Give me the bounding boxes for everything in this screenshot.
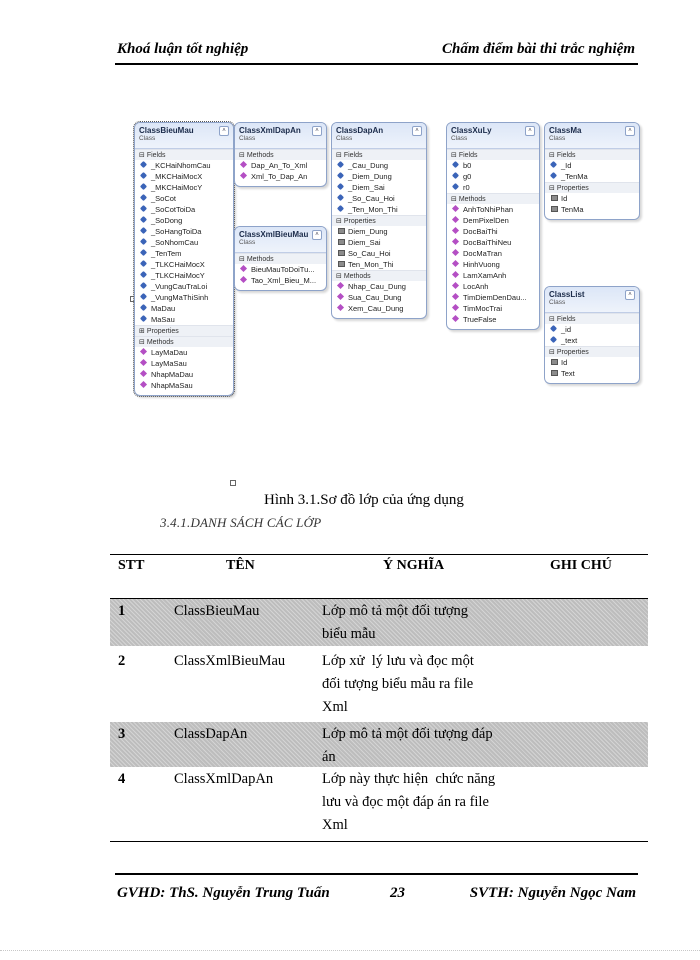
method-icon <box>337 282 344 289</box>
member-name: MaDau <box>151 304 176 313</box>
meaning-line: Xml <box>322 817 348 833</box>
collapse-chevron-icon[interactable]: ˄ <box>312 230 322 240</box>
section-properties[interactable] <box>135 325 233 336</box>
meaning-line: Lớp mô tả một đối tượng <box>322 603 469 619</box>
member-name: _Ten_Mon_Thi <box>348 205 398 214</box>
row-meaning <box>322 600 527 646</box>
class-box-header <box>447 123 539 149</box>
member-name: HinhVuong <box>463 260 500 269</box>
class-member[interactable] <box>135 193 233 204</box>
class-member[interactable] <box>447 160 539 171</box>
class-member[interactable] <box>447 171 539 182</box>
class-box-header <box>235 227 326 253</box>
class-member[interactable] <box>447 281 539 292</box>
col-header-y-nghia: Ý NGHĨA <box>383 558 445 573</box>
field-icon <box>140 216 147 223</box>
class-box-classdapan[interactable] <box>331 122 427 319</box>
class-member[interactable] <box>447 226 539 237</box>
class-member[interactable] <box>447 270 539 281</box>
class-member[interactable] <box>135 314 233 325</box>
class-member[interactable] <box>545 368 639 379</box>
class-box-classxmldapan[interactable] <box>234 122 327 187</box>
member-name: NhapMaDau <box>151 370 194 379</box>
class-member[interactable] <box>332 292 426 303</box>
section-fields[interactable] <box>135 149 233 160</box>
member-name: _SoHangToiDa <box>151 227 202 236</box>
member-name: _TLKCHaiMocX <box>151 260 205 269</box>
section-title: Fields <box>146 152 166 159</box>
field-icon <box>140 205 147 212</box>
class-stereotype: Class <box>549 135 566 142</box>
field-icon <box>140 271 147 278</box>
row-name: ClassDapAn <box>174 726 248 742</box>
member-name: _VungCauTraLoi <box>151 282 208 291</box>
field-icon <box>140 260 147 267</box>
class-member[interactable] <box>135 358 233 369</box>
field-icon <box>140 194 147 201</box>
class-member[interactable] <box>447 292 539 303</box>
field-icon <box>337 205 344 212</box>
row-stt: 4 <box>118 771 126 787</box>
class-member[interactable] <box>135 171 233 182</box>
member-name: _TenMa <box>561 172 588 181</box>
class-stereotype: Class <box>451 135 468 142</box>
member-name: DocBaiThi <box>463 227 498 236</box>
field-icon <box>550 336 557 343</box>
member-name: Xem_Cau_Dung <box>348 304 404 313</box>
selection-handle-bottom <box>230 480 236 486</box>
section-title: Fields <box>556 316 576 323</box>
member-name: Nhap_Cau_Dung <box>348 282 406 291</box>
prop-icon <box>551 206 558 212</box>
class-box-padding <box>235 286 326 290</box>
class-member[interactable] <box>545 335 639 346</box>
class-member[interactable] <box>135 226 233 237</box>
class-name: ClassDapAn <box>336 126 384 135</box>
field-icon <box>140 161 147 168</box>
member-name: Dap_An_To_Xml <box>251 161 308 170</box>
prop-icon <box>551 195 558 201</box>
row-meaning <box>322 768 527 837</box>
member-name: TimDiemDenDau... <box>463 293 527 302</box>
member-name: DocBaiThiNeu <box>463 238 512 247</box>
section-methods[interactable] <box>447 193 539 204</box>
section-fields[interactable] <box>545 149 639 160</box>
collapse-icon[interactable]: ⊟ <box>549 152 557 159</box>
method-icon <box>452 315 459 322</box>
section-methods[interactable] <box>235 253 326 264</box>
member-name: TimMocTrai <box>463 304 503 313</box>
member-name: TrueFalse <box>463 315 497 324</box>
field-icon <box>337 194 344 201</box>
section-title: Methods <box>458 196 486 203</box>
member-name: So_Cau_Hoi <box>348 249 391 258</box>
class-name: ClassXmlDapAn <box>239 126 301 135</box>
field-icon <box>140 249 147 256</box>
section-properties[interactable] <box>545 182 639 193</box>
class-stereotype: Class <box>239 239 256 246</box>
member-name: Xml_To_Dap_An <box>251 172 308 181</box>
class-member[interactable] <box>235 264 326 275</box>
row-meaning <box>322 650 527 719</box>
member-name: _TLKCHaiMocY <box>151 271 205 280</box>
section-title: Methods <box>343 273 371 280</box>
member-name: _So_Cau_Hoi <box>348 194 395 203</box>
field-icon <box>140 282 147 289</box>
section-methods[interactable] <box>332 270 426 281</box>
class-stereotype: Class <box>336 135 353 142</box>
method-icon <box>452 293 459 300</box>
member-name: _Diem_Sai <box>348 183 385 192</box>
section-title: Properties <box>556 349 589 356</box>
collapse-chevron-icon[interactable]: ˄ <box>219 126 229 136</box>
collapse-icon[interactable]: ⊟ <box>336 218 344 225</box>
meaning-line: Lớp này thực hiện chức năng <box>322 771 496 787</box>
class-member[interactable] <box>447 215 539 226</box>
page-bottom-dotted-line <box>0 950 700 951</box>
meaning-line: Lớp xử lý lưu và đọc một <box>322 653 474 669</box>
member-name: Sua_Cau_Dung <box>348 293 402 302</box>
class-name: ClassBieuMau <box>139 126 194 135</box>
field-icon <box>452 172 459 179</box>
member-name: Text <box>561 369 575 378</box>
method-icon <box>452 238 459 245</box>
member-name: _MKCHaiMocX <box>151 172 203 181</box>
member-name: MaSau <box>151 315 175 324</box>
class-member[interactable] <box>447 259 539 270</box>
class-member[interactable] <box>545 204 639 215</box>
row-name: ClassXmlBieuMau <box>174 653 286 669</box>
section-title: Properties <box>343 218 376 225</box>
class-member[interactable] <box>545 357 639 368</box>
meaning-line: lưu và đọc một đáp án ra file <box>322 794 489 810</box>
header-rule <box>115 63 638 65</box>
section-title: Fields <box>556 152 576 159</box>
class-member[interactable] <box>135 248 233 259</box>
class-member[interactable] <box>135 303 233 314</box>
class-member[interactable] <box>447 204 539 215</box>
field-icon <box>140 315 147 322</box>
class-member[interactable] <box>545 160 639 171</box>
collapse-icon[interactable]: ⊟ <box>239 152 247 159</box>
section-properties[interactable] <box>332 215 426 226</box>
member-name: _text <box>561 336 578 345</box>
method-icon <box>140 348 147 355</box>
section-title: Methods <box>246 256 274 263</box>
class-box-padding <box>332 314 426 318</box>
class-box-classma[interactable] <box>544 122 640 220</box>
member-name: b0 <box>463 161 472 170</box>
member-name: NhapMaSau <box>151 381 193 390</box>
section-subheading: 3.4.1.DANH SÁCH CÁC LỚP <box>160 515 322 530</box>
collapse-icon[interactable]: ⊟ <box>139 339 147 346</box>
class-member[interactable] <box>135 237 233 248</box>
field-icon <box>140 172 147 179</box>
field-icon <box>337 183 344 190</box>
class-member[interactable] <box>545 193 639 204</box>
figure-caption: Hình 3.1.Sơ đồ lớp của ứng dụng <box>264 492 464 508</box>
class-member[interactable] <box>545 171 639 182</box>
method-icon <box>452 260 459 267</box>
member-name: _Diem_Dung <box>348 172 392 181</box>
method-icon <box>240 172 247 179</box>
member-name: LayMaSau <box>151 359 187 368</box>
member-name: Tao_Xml_Bieu_M... <box>251 276 317 285</box>
field-icon <box>452 161 459 168</box>
class-member[interactable] <box>447 237 539 248</box>
member-name: BieuMauToDoiTu... <box>251 265 315 274</box>
class-box-padding <box>135 391 233 395</box>
meaning-line: Lớp mô tả một đối tượng đáp <box>322 726 493 742</box>
class-box-header <box>135 123 233 149</box>
class-member[interactable] <box>235 275 326 286</box>
method-icon <box>337 304 344 311</box>
field-icon <box>550 172 557 179</box>
class-member[interactable] <box>332 160 426 171</box>
class-member[interactable] <box>332 303 426 314</box>
row-stt: 2 <box>118 653 126 669</box>
method-icon <box>240 265 247 272</box>
field-icon <box>337 172 344 179</box>
class-member[interactable] <box>135 259 233 270</box>
member-name: LocAnh <box>463 282 489 291</box>
method-icon <box>240 161 247 168</box>
field-icon <box>550 161 557 168</box>
method-icon <box>452 304 459 311</box>
table-bottom-rule <box>110 841 648 842</box>
class-box-header <box>235 123 326 149</box>
member-name: g0 <box>463 172 472 181</box>
member-name: _KCHaiNhomCau <box>151 161 211 170</box>
class-box-padding <box>545 379 639 383</box>
class-member[interactable] <box>545 324 639 335</box>
prop-icon <box>338 261 345 267</box>
expand-icon[interactable]: ⊞ <box>139 328 147 335</box>
member-name: LayMaDau <box>151 348 188 357</box>
row-name: ClassXmlDapAn <box>174 771 274 787</box>
section-title: Properties <box>146 328 179 335</box>
class-member[interactable] <box>447 248 539 259</box>
row-stt: 1 <box>118 603 126 619</box>
collapse-icon[interactable]: ⊟ <box>549 316 557 323</box>
class-stereotype: Class <box>139 135 156 142</box>
meaning-line: Xml <box>322 699 348 715</box>
method-icon <box>140 381 147 388</box>
member-name: _VungMaThiSinh <box>151 293 209 302</box>
method-icon <box>140 370 147 377</box>
footer-right: SVTH: Nguyễn Ngọc Nam <box>469 885 636 901</box>
page-number: 23 <box>390 885 405 901</box>
class-name: ClassXuLy <box>451 126 492 135</box>
collapse-chevron-icon[interactable]: ˄ <box>312 126 322 136</box>
class-member[interactable] <box>332 193 426 204</box>
class-member[interactable] <box>447 182 539 193</box>
member-name: AnhToNhiPhan <box>463 205 514 214</box>
field-icon <box>337 161 344 168</box>
member-name: _SoCotToiDa <box>151 205 196 214</box>
section-title: Fields <box>343 152 363 159</box>
class-member[interactable] <box>135 281 233 292</box>
class-member[interactable] <box>135 380 233 391</box>
section-title: Methods <box>146 339 174 346</box>
class-member[interactable] <box>235 160 326 171</box>
member-name: TenMa <box>561 205 584 214</box>
method-icon <box>452 227 459 234</box>
section-fields[interactable] <box>447 149 539 160</box>
footer-left: GVHD: ThS. Nguyễn Trung Tuấn <box>117 885 330 901</box>
prop-icon <box>551 370 558 376</box>
class-member[interactable] <box>135 270 233 281</box>
member-name: r0 <box>463 183 470 192</box>
method-icon <box>452 216 459 223</box>
member-name: _SoNhomCau <box>151 238 199 247</box>
member-name: _SoDong <box>151 216 183 225</box>
class-member[interactable] <box>135 204 233 215</box>
class-member[interactable] <box>332 281 426 292</box>
class-box-padding <box>235 182 326 186</box>
class-member[interactable] <box>332 259 426 270</box>
collapse-chevron-icon[interactable]: ˄ <box>412 126 422 136</box>
method-icon <box>452 205 459 212</box>
class-box-header <box>545 287 639 313</box>
class-member[interactable] <box>135 160 233 171</box>
class-name: ClassMa <box>549 126 582 135</box>
field-icon <box>140 293 147 300</box>
section-title: Methods <box>246 152 274 159</box>
prop-icon <box>551 359 558 365</box>
section-title: Fields <box>458 152 478 159</box>
collapse-icon[interactable]: ⊟ <box>336 273 344 280</box>
method-icon <box>452 282 459 289</box>
meaning-line: đối tượng biểu mẫu ra file <box>322 676 474 692</box>
meaning-line: biểu mẫu <box>322 626 376 642</box>
class-member[interactable] <box>332 182 426 193</box>
collapse-chevron-icon[interactable]: ˄ <box>625 126 635 136</box>
class-member[interactable] <box>135 215 233 226</box>
member-name: LamXamAnh <box>463 271 507 280</box>
prop-icon <box>338 239 345 245</box>
section-methods[interactable] <box>235 149 326 160</box>
field-icon <box>550 325 557 332</box>
section-properties[interactable] <box>545 346 639 357</box>
class-member[interactable] <box>332 237 426 248</box>
member-name: _Cau_Dung <box>348 161 389 170</box>
class-member[interactable] <box>135 182 233 193</box>
field-icon <box>452 183 459 190</box>
meaning-line: án <box>322 749 336 765</box>
class-box-padding <box>545 215 639 219</box>
class-member[interactable] <box>135 369 233 380</box>
member-name: Ten_Mon_Thi <box>348 260 394 269</box>
section-fields[interactable] <box>332 149 426 160</box>
method-icon <box>240 276 247 283</box>
footer-rule <box>115 873 638 875</box>
class-box-classlist[interactable] <box>544 286 640 384</box>
field-icon <box>140 304 147 311</box>
collapse-icon[interactable]: ⊟ <box>549 185 557 192</box>
collapse-icon[interactable]: ⊟ <box>239 256 247 263</box>
class-member[interactable] <box>332 204 426 215</box>
prop-icon <box>338 228 345 234</box>
collapse-chevron-icon[interactable]: ˄ <box>525 126 535 136</box>
section-methods[interactable] <box>135 336 233 347</box>
class-box-classxmlbieumau[interactable] <box>234 226 327 291</box>
method-icon <box>452 271 459 278</box>
class-stereotype: Class <box>239 135 256 142</box>
collapse-icon[interactable]: ⊟ <box>451 152 459 159</box>
collapse-icon[interactable]: ⊟ <box>451 196 459 203</box>
header-right: Chấm điểm bài thi trắc nghiệm <box>442 41 635 57</box>
member-name: _id <box>561 325 572 334</box>
col-header-ten: TÊN <box>226 558 255 573</box>
class-box-header <box>545 123 639 149</box>
member-name: DocMaTran <box>463 249 502 258</box>
member-name: _Id <box>561 161 572 170</box>
member-name: DemPixelDen <box>463 216 509 225</box>
row-name: ClassBieuMau <box>174 603 260 619</box>
row-stt: 3 <box>118 726 126 742</box>
class-member[interactable] <box>447 314 539 325</box>
method-icon <box>337 293 344 300</box>
class-stereotype: Class <box>549 299 566 306</box>
section-fields[interactable] <box>545 313 639 324</box>
method-icon <box>140 359 147 366</box>
header-left: Khoá luận tốt nghiệp <box>117 41 249 57</box>
collapse-chevron-icon[interactable]: ˄ <box>625 290 635 300</box>
member-name: Id <box>561 358 568 367</box>
row-meaning <box>322 723 527 769</box>
class-name: ClassList <box>549 290 585 299</box>
class-member[interactable] <box>332 248 426 259</box>
member-name: _SoCot <box>151 194 177 203</box>
class-box-classxuly[interactable] <box>446 122 540 330</box>
collapse-icon[interactable]: ⊟ <box>336 152 344 159</box>
collapse-icon[interactable]: ⊟ <box>549 349 557 356</box>
class-box-padding <box>447 325 539 329</box>
field-icon <box>140 238 147 245</box>
class-member[interactable] <box>135 347 233 358</box>
prop-icon <box>338 250 345 256</box>
section-title: Properties <box>556 185 589 192</box>
member-name: Id <box>561 194 568 203</box>
col-header-ghi-chu: GHI CHÚ <box>550 558 612 573</box>
class-diagram <box>128 116 648 486</box>
class-member[interactable] <box>447 303 539 314</box>
collapse-icon[interactable]: ⊟ <box>139 152 147 159</box>
class-member[interactable] <box>235 171 326 182</box>
field-icon <box>140 227 147 234</box>
method-icon <box>452 249 459 256</box>
class-member[interactable] <box>135 292 233 303</box>
class-member[interactable] <box>332 226 426 237</box>
table-top-rule <box>110 554 648 555</box>
class-name: ClassXmlBieuMau <box>239 230 309 239</box>
member-name: _TenTem <box>151 249 182 258</box>
field-icon <box>140 183 147 190</box>
class-member[interactable] <box>332 171 426 182</box>
member-name: Diem_Sai <box>348 238 381 247</box>
member-name: Diem_Dung <box>348 227 388 236</box>
class-box-header <box>332 123 426 149</box>
class-box-classbieumau[interactable] <box>134 122 234 396</box>
member-name: _MKCHaiMocY <box>151 183 203 192</box>
col-header-stt: STT <box>118 558 145 573</box>
